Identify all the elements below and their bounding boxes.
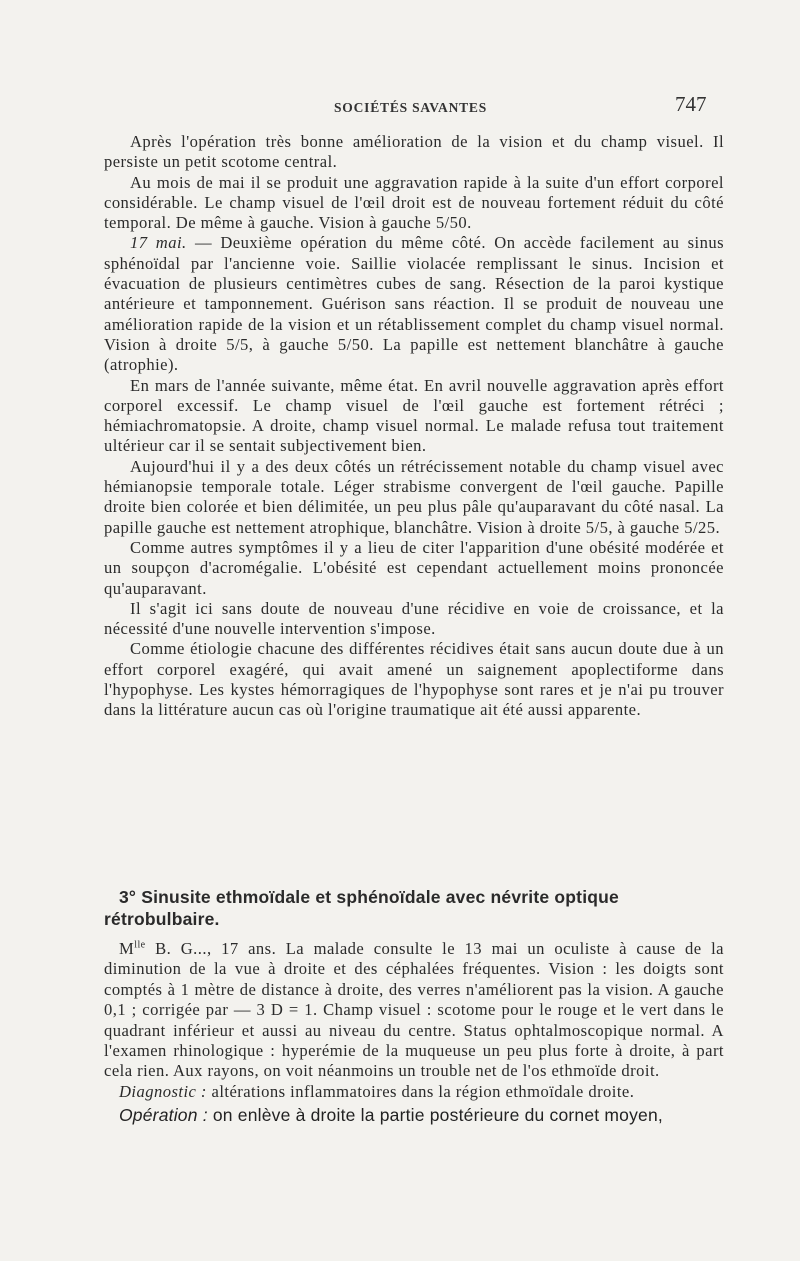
case-paragraph-2-text: altérations inflammatoires dans la région ethmoïdale droite.: [206, 1081, 635, 1101]
paragraph-2: Au mois de mai il se produit une aggravation rapide à la suite d'un effort corporel considérable. Le champ visuel de l'œil droit est de nouveau fortement réduit du côté temporal. De même à gauche. Vision à gauche 5/50.: [104, 172, 724, 233]
salutation-superscript: lle: [134, 939, 146, 951]
salutation: M: [119, 939, 135, 958]
paragraph-3-text: — Deuxième opération du même côté. On accède facilement au sinus sphénoïdal par l'ancienne voie. Saillie violacée remplissant le sinus. Incision et évacuation de plusieurs centimètres cubes de sang. Résection de la paroi kystique antérieure et tamponnement. Guérison sans réaction. Il se produit de nouveau une amélioration rapide de la vision et un rétablissement complet du champ visuel normal. Vision à droite 5/5, à gauche 5/50. La papille est nettement blanchâtre à gauche (atrophie).: [104, 233, 724, 375]
date-label: 17 mai.: [130, 233, 187, 253]
paragraph-7: Il s'agit ici sans doute de nouveau d'une récidive en voie de croissance, et la nécessité d'une nouvelle intervention s'impose.: [104, 598, 724, 639]
case-paragraph-1: [104, 939, 724, 1082]
running-head: SOCIÉTÉS SAVANTES: [334, 100, 488, 115]
paragraph-5: Aujourd'hui il y a des deux côtés un rétrécissement notable du champ visuel avec hémianopsie temporale totale. Léger strabisme convergent de l'œil gauche. Papille droite bien colorée et bien délimitée, un peu plus pâle qu'auparavant du côté nasal. La papille gauche est nettement atrophique, blanchâtre. Vision à droite 5/5, à gauche 5/25.: [104, 456, 724, 537]
case-paragraph-3: [104, 1105, 724, 1125]
case-paragraph-2: [104, 1082, 724, 1102]
operation-label: Opération :: [119, 1105, 208, 1126]
article-body: [104, 132, 724, 721]
case-paragraph-3-text: on enlève à droite la partie postérieure du cornet moyen,: [207, 1105, 663, 1126]
paragraph-4: En mars de l'année suivante, même état. En avril nouvelle aggravation après effort corporel excessif. Le champ visuel de l'œil gauche est fortement rétréci ; hémiachromatopsie. A droite, champ visuel normal. Le malade refusa tout traitement ultérieur car il se sentait subjectivement bien.: [104, 375, 724, 456]
case-paragraph-1-text: B. G..., 17 ans. La malade consulte le 13 mai un oculiste à cause de la diminution de la vue à droite et des céphalées fréquentes. Vision : les doigts sont comptés à 1 mètre de distance à droite, des verres n'améliorent pas la vision. A gauche 0,1 ; corrigée par — 3 D = 1. Champ visuel : scotome pour le rouge et le vert dans le quadrant inférieur et aussi au niveau du centre. Status ophtalmoscopique normal. A l'examen rhinologique : hyperémie de la muqueuse un peu plus forte à droite, à part cela rien. Aux rayons, on voit néanmoins un trouble net de l'os ethmoïde droit.: [104, 939, 724, 1081]
paragraph-8: Comme étiologie chacune des différentes récidives était sans aucun doute due à un effort corporel exagéré, qui avait amené un saignement apoplectiforme dans l'hypophyse. Les kystes hémorragiques de l'hypophyse sont rares et je n'ai pu trouver dans la littérature aucun cas où l'origine traumatique ait été aussi apparente.: [104, 639, 724, 720]
page-header: [0, 92, 800, 122]
section-heading: 3° Sinusite ethmoïdale et sphénoïdale avec névrite optique rétrobulbaire.: [104, 887, 619, 929]
paragraph-1: Après l'opération très bonne amélioration de la vision et du champ visuel. Il persiste un petit scotome central.: [104, 132, 724, 172]
paragraph-6: Comme autres symptômes il y a lieu de citer l'apparition d'une obésité modérée et un soupçon d'acromégalie. L'obésité est cependant actuellement moins prononcée qu'auparavant.: [104, 537, 724, 598]
paragraph-3: [104, 233, 724, 375]
case-report: [104, 939, 724, 1126]
diagnostic-label: Diagnostic :: [119, 1081, 207, 1101]
page-number: 747: [675, 92, 707, 116]
